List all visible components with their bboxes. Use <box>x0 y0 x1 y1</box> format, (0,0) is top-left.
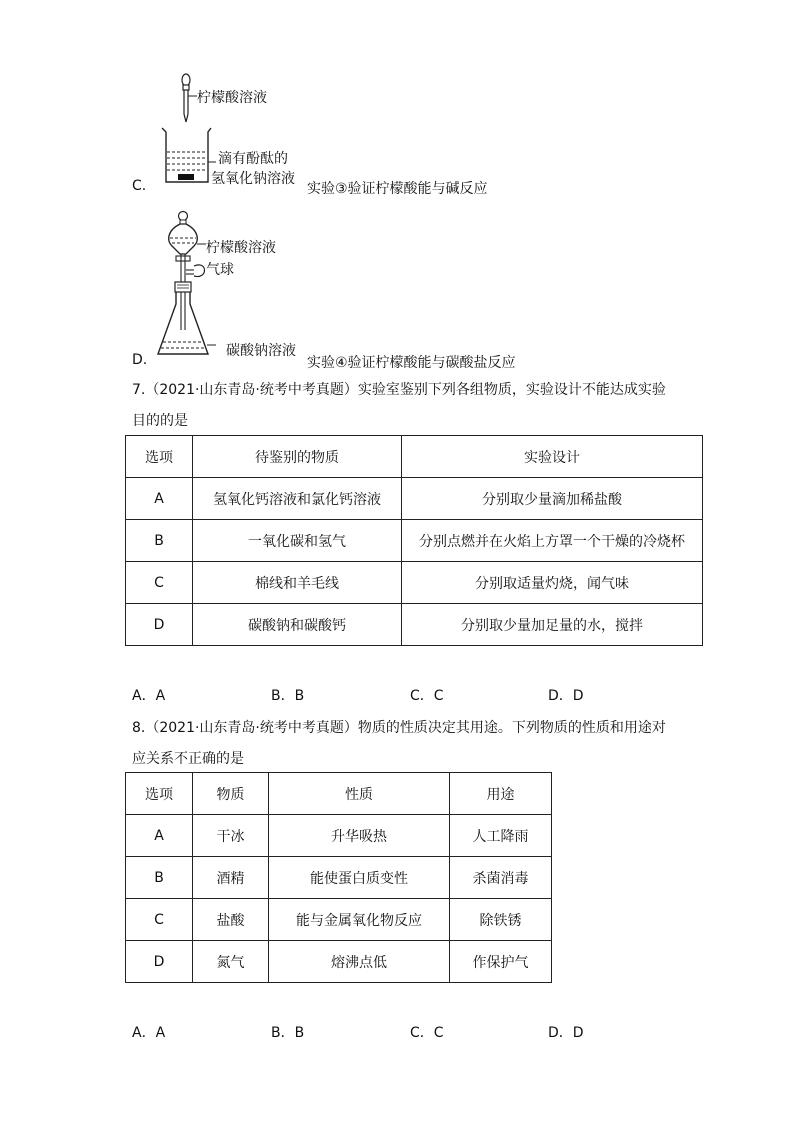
flask-funnel-diagram <box>150 208 220 360</box>
table-header-row <box>126 436 703 478</box>
table-cell: 杀菌消毒 <box>450 857 552 899</box>
option-d[interactable]: D．D <box>548 688 584 704</box>
table-cell: 人工降雨 <box>450 815 552 857</box>
option-b[interactable]: B．B <box>271 1025 305 1041</box>
option-c[interactable]: C．C <box>410 1025 444 1041</box>
table-cell: 碳酸钠和碳酸钙 <box>193 604 402 646</box>
table-cell: 分别取适量灼烧，闻气味 <box>402 562 703 604</box>
table-cell: B <box>126 857 193 899</box>
header-cell: 选项 <box>126 436 193 478</box>
table-row <box>126 562 703 604</box>
table-cell: D <box>126 604 193 646</box>
option-a[interactable]: A．A <box>132 1025 166 1041</box>
question-7-table <box>125 435 703 646</box>
table-cell: 除铁锈 <box>450 899 552 941</box>
table-cell: 升华吸热 <box>269 815 450 857</box>
table-cell: C <box>126 899 193 941</box>
funnel-label: 柠檬酸溶液 <box>206 240 276 256</box>
table-row <box>126 857 552 899</box>
question-8-table <box>125 772 552 983</box>
header-cell: 物质 <box>193 773 269 815</box>
header-cell: 实验设计 <box>402 436 703 478</box>
beaker-label-line1: 滴有酚酞的 <box>218 151 288 167</box>
option-c[interactable]: C．C <box>410 688 444 704</box>
table-cell: 分别取少量滴加稀盐酸 <box>402 478 703 520</box>
balloon-label: 气球 <box>206 262 234 278</box>
table-cell: 分别取少量加足量的水，搅拌 <box>402 604 703 646</box>
table-row <box>126 604 703 646</box>
question-8-stem-line2: 应关系不正确的是 <box>132 751 244 767</box>
table-row <box>126 520 703 562</box>
table-cell: A <box>126 478 193 520</box>
table-cell: 一氧化碳和氢气 <box>193 520 402 562</box>
option-d[interactable]: D．D <box>548 1025 584 1041</box>
table-cell: 盐酸 <box>193 899 269 941</box>
table-cell: 酒精 <box>193 857 269 899</box>
table-row <box>126 899 552 941</box>
table-row <box>126 478 703 520</box>
header-cell: 用途 <box>450 773 552 815</box>
table-cell: 能使蛋白质变性 <box>269 857 450 899</box>
table-cell: D <box>126 941 193 983</box>
beaker-label-line2: 氢氧化钠溶液 <box>211 171 295 187</box>
flask-label: 碳酸钠溶液 <box>226 343 296 359</box>
question-8-stem-line1: 8.（2021·山东青岛·统考中考真题）物质的性质决定其用途。下列物质的性质和用途对 <box>132 720 666 736</box>
table-cell: 能与金属氧化物反应 <box>269 899 450 941</box>
option-b[interactable]: B．B <box>271 688 305 704</box>
table-cell: B <box>126 520 193 562</box>
table-cell: 棉线和羊毛线 <box>193 562 402 604</box>
header-cell: 选项 <box>126 773 193 815</box>
question-7-options <box>0 685 794 705</box>
table-cell: 氮气 <box>193 941 269 983</box>
header-cell: 性质 <box>269 773 450 815</box>
option-a[interactable]: A．A <box>132 688 166 704</box>
question-8-options <box>0 1022 794 1042</box>
table-cell: 氢氧化钙溶液和氯化钙溶液 <box>193 478 402 520</box>
experiment-3-caption: 实验③验证柠檬酸能与碱反应 <box>307 181 488 197</box>
table-cell: C <box>126 562 193 604</box>
option-d-letter: D. <box>132 352 148 368</box>
dropper-label: 柠檬酸溶液 <box>197 90 267 106</box>
table-cell: 分别点燃并在火焰上方罩一个干燥的冷烧杯 <box>402 520 703 562</box>
table-row <box>126 941 552 983</box>
header-cell: 待鉴别的物质 <box>193 436 402 478</box>
question-7-stem-line2: 目的的是 <box>132 413 188 429</box>
question-7-stem-line1: 7.（2021·山东青岛·统考中考真题）实验室鉴别下列各组物质，实验设计不能达成实验 <box>132 382 666 398</box>
table-cell: 作保护气 <box>450 941 552 983</box>
experiment-4-caption: 实验④验证柠檬酸能与碳酸盐反应 <box>307 355 516 371</box>
table-header-row <box>126 773 552 815</box>
option-c-letter: C. <box>132 178 147 194</box>
table-cell: 熔沸点低 <box>269 941 450 983</box>
table-cell: 干冰 <box>193 815 269 857</box>
table-row <box>126 815 552 857</box>
table-cell: A <box>126 815 193 857</box>
